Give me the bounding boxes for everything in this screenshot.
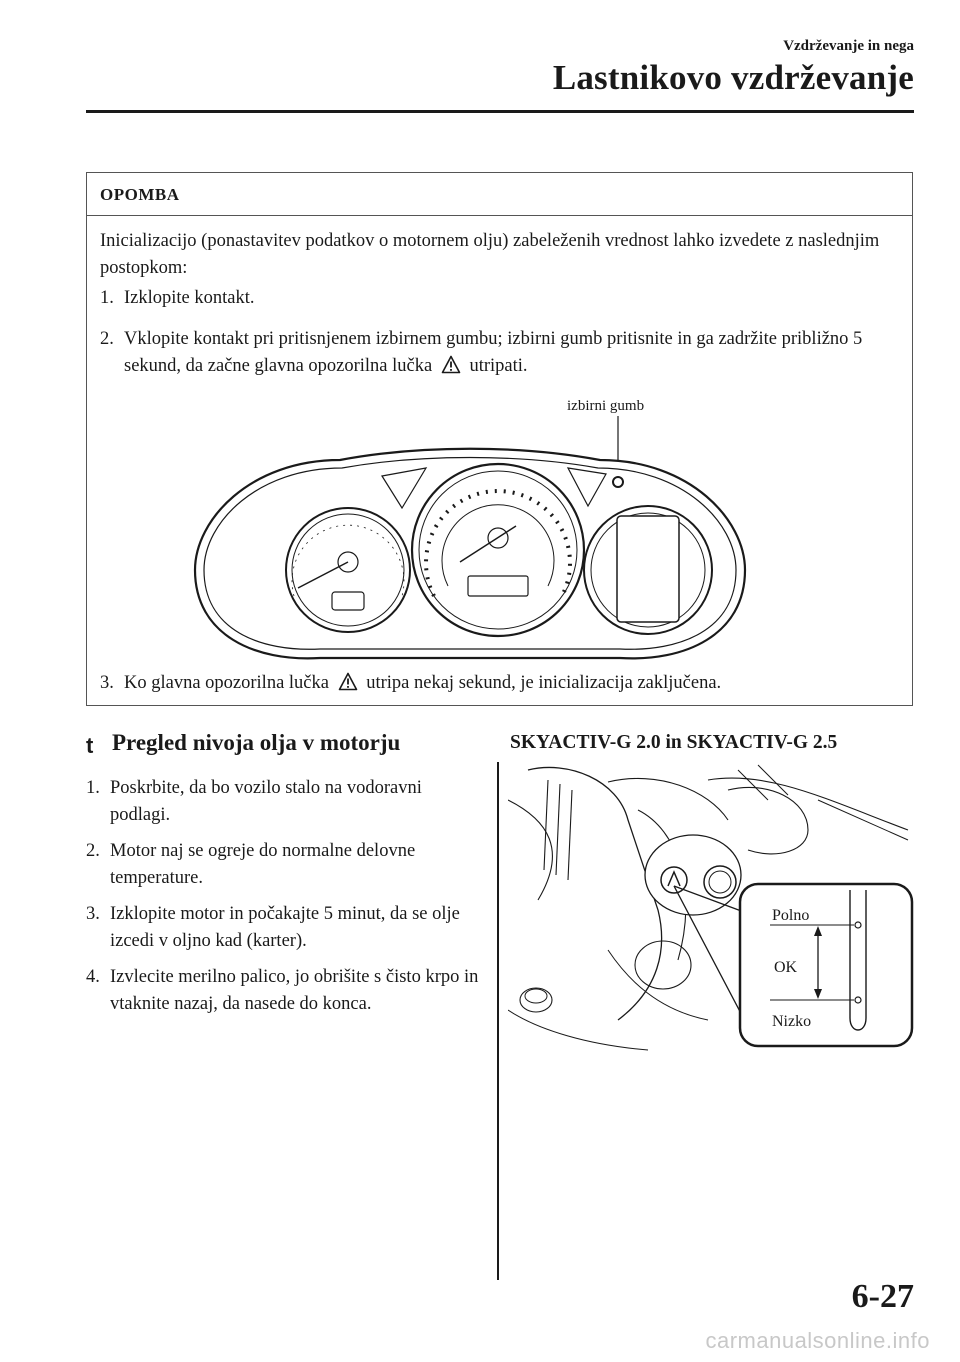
dipstick-full-label: Polno	[772, 907, 810, 924]
list-item	[86, 775, 481, 829]
step-text-after: utripati.	[469, 356, 528, 376]
dipstick-ok-label: OK	[774, 959, 798, 976]
note-header	[87, 173, 912, 216]
page-number: 6-27	[851, 1278, 914, 1315]
step-number: 1.	[100, 288, 114, 308]
list-item-text: Poskrbite, da bo vozilo stalo na vodoravni podlagi.	[110, 778, 422, 825]
list-item-text: Izvlecite merilno palico, jo obrišite s čisto krpo in vtaknite nazaj, da nasede do konca.	[110, 967, 479, 1014]
step-text-before: Ko glavna opozorilna lučka	[124, 673, 329, 693]
watermark-url: carmanualsonline.info	[705, 1328, 930, 1353]
list-item-number: 3.	[86, 904, 100, 924]
list-item	[86, 964, 481, 1045]
note-step-2	[100, 326, 900, 380]
engine-dipstick-illustration	[508, 760, 916, 1060]
chapter-title: Vzdrževanje in nega	[783, 38, 914, 54]
step-number: 3.	[100, 673, 114, 693]
instrument-cluster-illustration	[170, 390, 770, 680]
warning-icon	[441, 355, 461, 374]
list-item-number: 1.	[86, 778, 100, 798]
step-text: Izklopite kontakt.	[124, 288, 255, 308]
note-title: OPOMBA	[100, 185, 180, 204]
section-heading: Lastnikovo vzdrževanje	[552, 58, 914, 97]
step-text	[124, 326, 894, 380]
list-item-number: 4.	[86, 967, 100, 987]
step-text-after: utripa nekaj sekund, je inicializacija zaključena.	[366, 673, 722, 693]
engine-figure-caption: SKYACTIV-G 2.0 in SKYACTIV-G 2.5	[510, 732, 838, 753]
section-marker: t	[86, 733, 94, 758]
note-step-1	[100, 285, 900, 312]
header-divider	[86, 110, 914, 113]
step-text-before: Vklopite kontakt pri pritisnjenem izbirnem gumbu; izbirni gumb pritisnite in ga zadržite približno 5 sekund, da začne glavna opozorilna lučka	[124, 329, 863, 376]
list-item-text: Motor naj se ogreje do normalne delovne temperature.	[110, 841, 416, 888]
column-divider	[497, 762, 499, 1280]
select-button-label: izbirni gumb	[567, 398, 645, 414]
list-item-number: 2.	[86, 841, 100, 861]
dipstick-low-label: Nizko	[772, 1013, 812, 1030]
note-intro: Inicializacijo (ponastavitev podatkov o motornem olju) zabeleženih vrednost lahko izvedete z naslednjim postopkom:	[100, 231, 880, 278]
section-title: Pregled nivoja olja v motorju	[112, 730, 401, 755]
list-item	[86, 901, 481, 955]
list-item-text: Izklopite motor in počakajte 5 minut, da se olje izcedi v oljno kad (karter).	[110, 904, 460, 951]
list-item	[86, 838, 481, 892]
step-number: 2.	[100, 329, 114, 349]
